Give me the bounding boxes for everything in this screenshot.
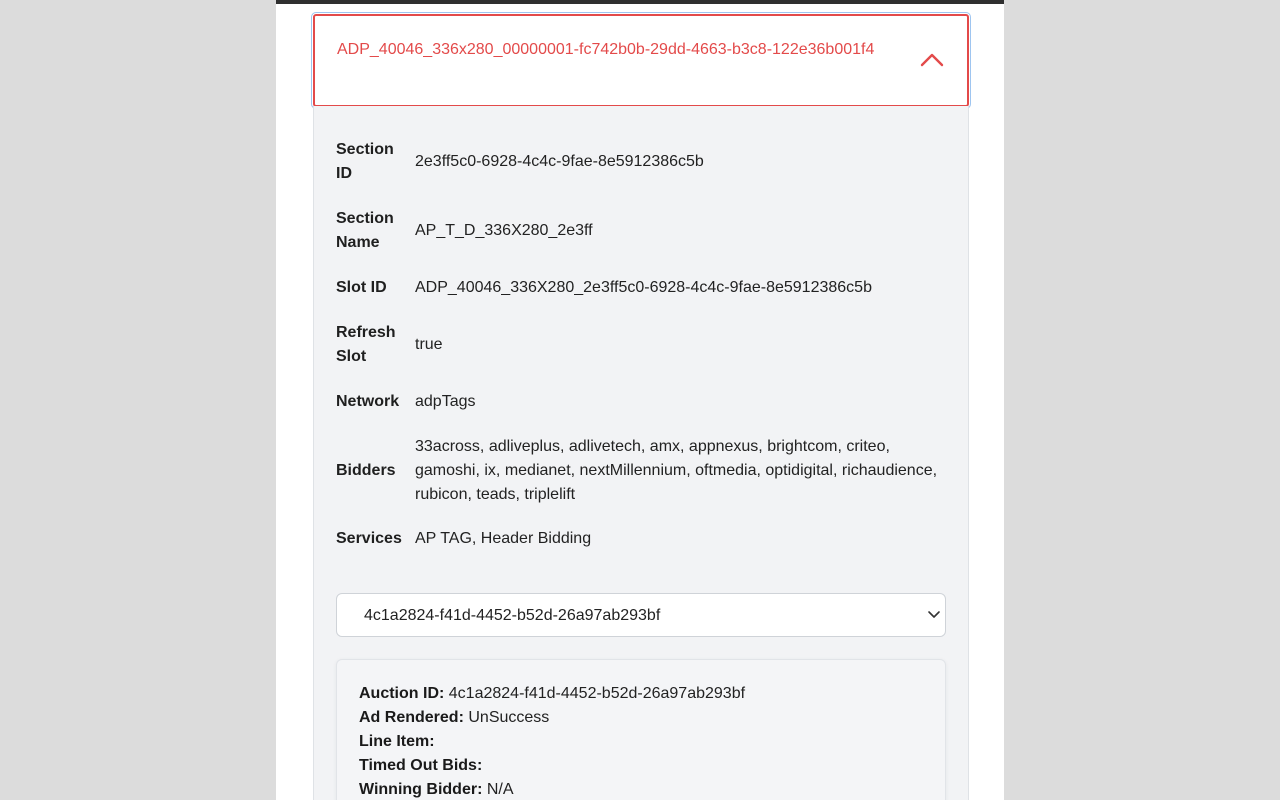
detail-row-section-id bbox=[336, 138, 936, 186]
detail-row-bidders bbox=[336, 435, 936, 507]
detail-label: Services bbox=[336, 530, 402, 547]
detail-row-section-name bbox=[336, 207, 936, 255]
ad-rendered-value: UnSuccess bbox=[468, 709, 550, 726]
line-item-label: Line Item: bbox=[359, 733, 435, 750]
auction-id-value: 4c1a2824-f41d-4452-b52d-26a97ab293bf bbox=[448, 685, 746, 702]
detail-label: Refresh Slot bbox=[336, 324, 396, 365]
auction-id-line bbox=[359, 682, 919, 706]
ad-rendered-label: Ad Rendered: bbox=[359, 709, 464, 726]
detail-value: adpTags bbox=[415, 393, 476, 410]
auction-select-value: 4c1a2824-f41d-4452-b52d-26a97ab293bf bbox=[364, 607, 661, 624]
detail-value: 33across, adliveplus, adlivetech, amx, appnexus, brightcom, criteo, gamoshi, ix, medianet, nextMillennium, oftmedia, optidigital, richaudience, rubicon, teads, triplelift bbox=[415, 438, 938, 503]
winning-bidder-value: N/A bbox=[486, 781, 514, 798]
detail-row-slot-id bbox=[336, 276, 936, 300]
ad-unit-title: ADP_40046_336x280_00000001-fc742b0b-29dd-4663-b3c8-122e36b001f4 bbox=[337, 41, 875, 58]
winning-bidder-label: Winning Bidder: bbox=[359, 781, 483, 798]
detail-label: Slot ID bbox=[336, 279, 387, 296]
auction-id-label: Auction ID: bbox=[359, 685, 445, 702]
detail-row-network bbox=[336, 390, 936, 414]
winning-bidder-line bbox=[359, 778, 919, 800]
detail-label: Section Name bbox=[336, 210, 394, 251]
auction-details-card bbox=[336, 659, 946, 800]
detail-label: Bidders bbox=[336, 462, 396, 479]
timed-out-bids-line bbox=[359, 754, 919, 778]
detail-value: AP TAG, Header Bidding bbox=[415, 530, 592, 547]
detail-value: ADP_40046_336X280_2e3ff5c0-6928-4c4c-9fae-8e5912386c5b bbox=[415, 279, 872, 296]
detail-value: true bbox=[415, 336, 443, 353]
ad-unit-accordion-header[interactable] bbox=[313, 14, 969, 107]
detail-label: Network bbox=[336, 393, 400, 410]
detail-value: AP_T_D_336X280_2e3ff bbox=[415, 222, 593, 239]
detail-value: 2e3ff5c0-6928-4c4c-9fae-8e5912386c5b bbox=[415, 153, 704, 170]
detail-label: Section ID bbox=[336, 141, 394, 182]
timed-out-bids-label: Timed Out Bids: bbox=[359, 757, 483, 774]
detail-row-refresh-slot bbox=[336, 321, 936, 369]
ad-rendered-line bbox=[359, 706, 919, 730]
top-bar bbox=[276, 0, 1004, 4]
ad-unit-panel bbox=[276, 0, 1004, 800]
chevron-down-icon bbox=[927, 610, 941, 620]
line-item-line bbox=[359, 730, 919, 754]
ad-unit-details bbox=[313, 106, 969, 800]
auction-select[interactable] bbox=[336, 593, 946, 637]
chevron-up-icon[interactable] bbox=[919, 50, 945, 70]
detail-row-services bbox=[336, 527, 936, 551]
